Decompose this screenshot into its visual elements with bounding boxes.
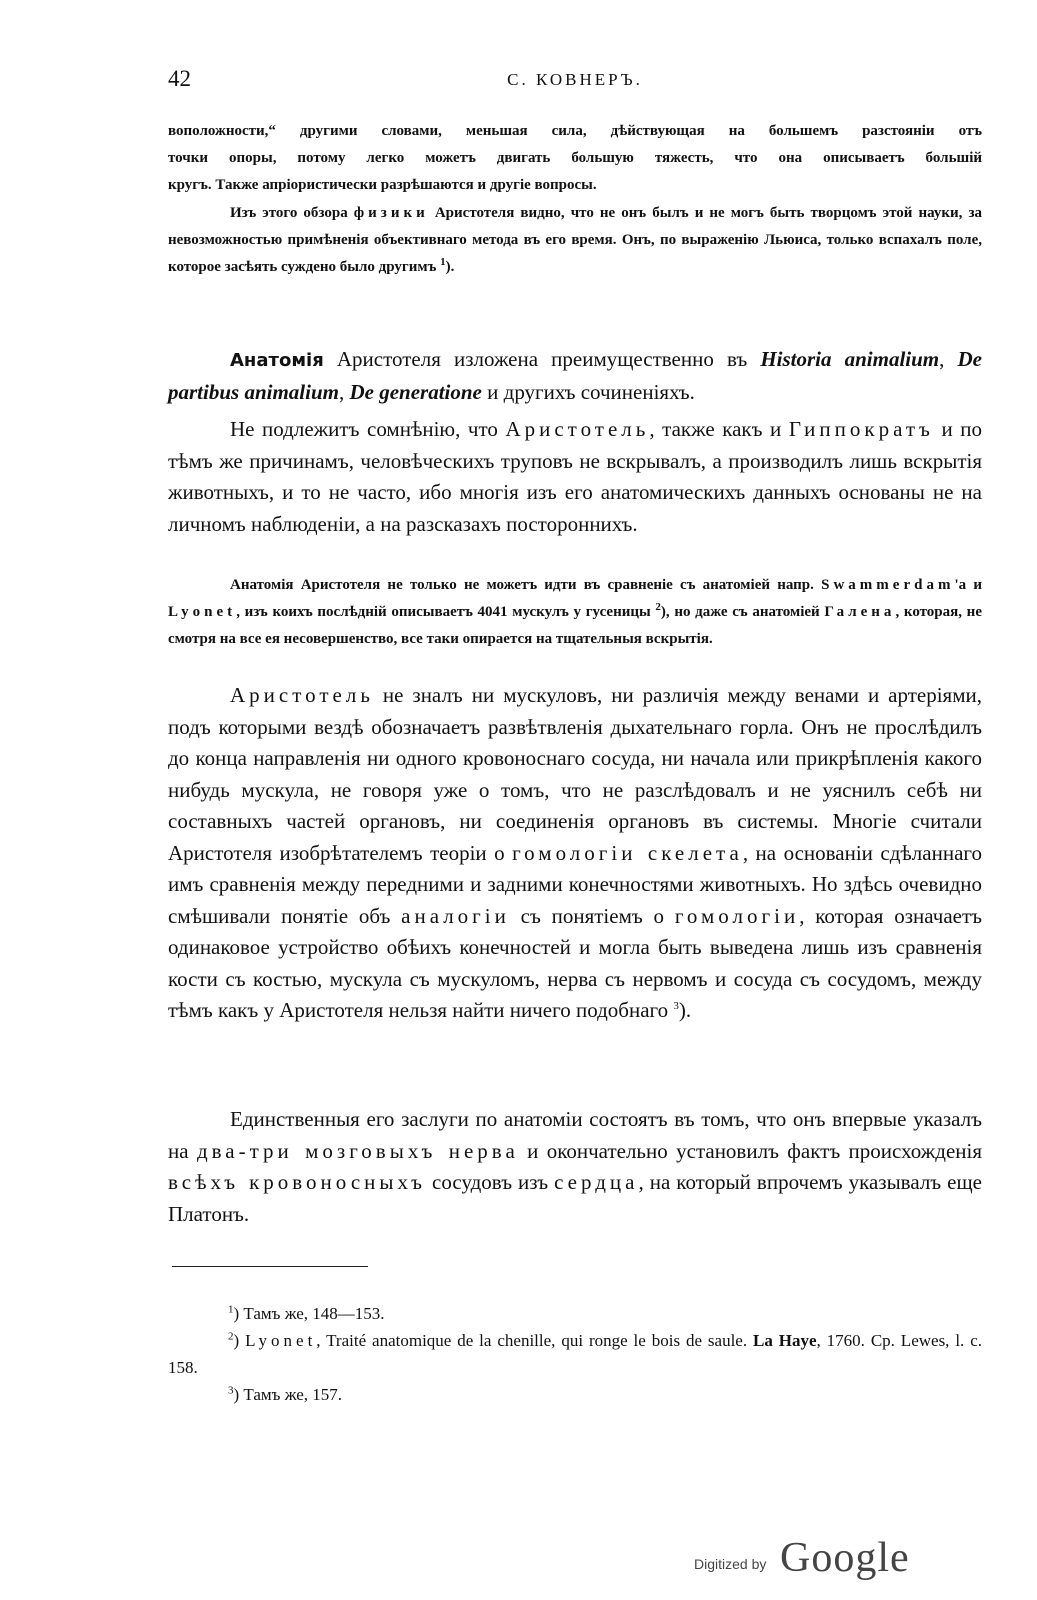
section-heading: Анатомія (230, 350, 324, 371)
text-span: , (939, 347, 958, 371)
text-span: точки опоры, потому легко можетъ двигать большую тяжесть, что она описываетъ больш (168, 150, 970, 166)
footnote-ref: 3 (673, 1000, 679, 1012)
text-span: ) Тамъ же, 157. (233, 1385, 343, 1404)
text-span: и по тѣмъ же причинамъ, человѣческихъ труповъ не вскрывалъ, а производилъ лишь вскрытія животныхъ, и то не часто, ибо многія изъ его анатомическихъ данныхъ основаны не на личномъ наблюденіи, а на разсказахъ постороннихъ. (168, 417, 982, 536)
spaced-emphasis: два-три мозговыхъ нерва (196, 1138, 519, 1163)
footnote-mark: 3 (228, 1384, 234, 1397)
spaced-emphasis: аналогіи (401, 903, 510, 928)
text-span: , Traité anatomique de la chenille, qui ronge le bois de saule. (316, 1331, 753, 1350)
work-title: De generatione (349, 379, 482, 404)
spaced-emphasis: Аристотель (230, 683, 374, 707)
footnote-ref: 1 (440, 256, 446, 268)
footnotes (168, 1300, 982, 1408)
text-line (168, 145, 982, 172)
text-span: iй (969, 150, 982, 166)
text-line: кругъ. Также апріористически разрѣшаются и другіе вопросы. (168, 177, 597, 193)
text-span: , которая, не смотря на все ея несовершенство, все таки опирается на тщательныя вскрытія. (168, 604, 982, 647)
text-span: и другихъ сочиненіяхъ. (481, 379, 695, 404)
text-span: ). (678, 998, 692, 1022)
anatomy-intro-paragraph (168, 344, 982, 408)
footnote-divider (172, 1266, 368, 1267)
page-header (168, 66, 982, 100)
spaced-emphasis: Галена (824, 604, 896, 620)
text-span: сосудовъ изъ (426, 1170, 555, 1194)
small-print-paragraph (168, 572, 982, 653)
spaced-emphasis: гомологіи (674, 903, 800, 928)
text-span: Единственныя его заслуги по анатоміи состоятъ въ томъ, что онъ впервые указалъ на (168, 1107, 982, 1163)
footnote-2 (168, 1327, 982, 1381)
text-span: Изъ этого обзора (230, 205, 354, 221)
spaced-emphasis: Swammerdam (821, 577, 955, 593)
paragraph-two (168, 414, 982, 540)
work-title: De partibus animalium (168, 347, 983, 404)
text-span: , также какъ и (649, 417, 789, 441)
text-span: ) (233, 1331, 246, 1350)
footnote-1 (168, 1300, 982, 1327)
text-span: , (338, 379, 350, 404)
spaced-emphasis: Аристотель (505, 417, 650, 441)
footnote-3 (168, 1381, 982, 1408)
spaced-emphasis: гомологіи скелета (512, 840, 743, 865)
text-span: и окончательно установилъ фактъ происхожденія (518, 1138, 982, 1163)
top-paragraph (168, 118, 982, 199)
spaced-emphasis: сердца (554, 1170, 639, 1194)
page-number: 42 (168, 66, 191, 91)
digitized-label: Digitized by (694, 1556, 767, 1572)
google-logo: Google (780, 1535, 910, 1581)
paragraph-three (168, 680, 982, 1027)
text-span: , на который впрочемъ указывалъ еще Платонъ. (168, 1170, 982, 1226)
text-span: ). (445, 259, 455, 275)
text-span: La Haye (753, 1331, 817, 1350)
spaced-emphasis: Lyonet (168, 604, 237, 620)
text-span: съ понятіемъ о (509, 903, 675, 928)
text-span: Анатомія Аристотеля не только не можетъ идти въ сравненіе съ анатоміей напр. (230, 577, 822, 593)
text-line: воположности,“ другими словами, меньшая сила, дѣйствующая на большемъ разстояніи отъ (168, 123, 982, 139)
footnote-mark: 1 (228, 1303, 234, 1316)
text-span: Аристотеля видно, что не онъ былъ и не могъ быть творцомъ этой науки, за невозможностью примѣненія объективнаго метода въ его время. Онъ, по выраженію Льюиса, только вспахалъ поле, которое засѣять суждено было другимъ (168, 205, 982, 275)
text-span: 'а и (954, 577, 982, 593)
spaced-emphasis: Lyonet (245, 1331, 317, 1350)
physics-paragraph (168, 200, 982, 281)
text-span: ), но даже съ анатоміей (660, 604, 825, 620)
footnote-ref: 2 (655, 601, 661, 613)
spaced-emphasis: всѣхъ кровоносныхъ (168, 1170, 427, 1194)
spaced-emphasis: физики (353, 205, 429, 221)
text-span: , на основаніи сдѣланнаго имъ сравненія между передними и задними конечностями животныхъ. Но здѣсь очевидно смѣшивали понятіе объ (168, 840, 982, 928)
text-span: ) Тамъ же, 148—153. (233, 1304, 385, 1323)
text-span: Не подлежитъ сомнѣнію, что (230, 417, 506, 441)
text-span: не зналъ ни мускуловъ, ни различія между венами и артеріями, подъ которыми вездѣ обозначаетъ развѣтвленія дыхательнаго горла. Онъ не прослѣдилъ до конца направленія ни одного кровоноснаго сосуда, ни начала или прикрѣпленія какого нибудь мускула, не говоря уже о томъ, что не разслѣдовалъ и не уяснилъ себѣ ни составныхъ частей органовъ, ни соединенія органовъ въ системы. Многіе считали Аристотеля изобрѣтателемъ теоріи о (168, 683, 982, 865)
work-title: Historia animalium (760, 347, 940, 371)
running-title: С. КОВНЕРЪ. (507, 70, 643, 89)
text-span: Аристотеля изложена преимущественно въ (323, 347, 761, 371)
spaced-emphasis: Гиппократъ (788, 417, 934, 441)
text-span: , изъ коихъ послѣдній описываетъ 4041 мускулъ у гусеницы (236, 604, 656, 620)
google-watermark (694, 1535, 924, 1581)
footnote-mark: 2 (228, 1330, 234, 1343)
text-span: , 1760. Ср. Lewes, l. c. 158. (168, 1331, 983, 1377)
paragraph-four (168, 1104, 982, 1230)
text-span: , которая означаетъ одинаковое устройство обѣихъ конечностей и могла быть выведена лишь изъ сравненія кости съ костью, мускула съ мускуломъ, нерва съ нервомъ и сосуда съ сосудомъ, между тѣмъ какъ у Аристотеля нельзя найти ничего подобнаго (168, 903, 982, 1022)
